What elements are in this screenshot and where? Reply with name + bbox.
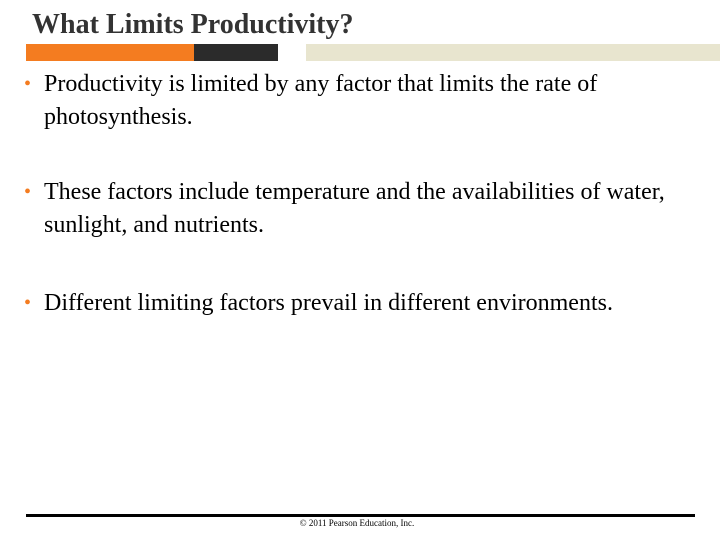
title-accent-bar-dark [194,44,278,61]
bullet-marker: • [24,73,32,95]
copyright-text: © 2011 Pearson Education, Inc. [299,518,415,528]
bullet-text: These factors include temperature and the availabilities of water, sunlight, and nutrients. [44,179,665,238]
bullet-text: Different limiting factors prevail in different environments. [44,290,613,316]
title-accent-bar-beige [306,44,720,61]
bullet-marker: • [24,181,32,203]
slide-title: What Limits Productivity? [32,9,354,40]
footer-divider [26,514,695,517]
bullet-text: Productivity is limited by any factor that limits the rate of photosynthesis. [44,71,598,130]
bullet-item [24,68,704,134]
bullet-item [24,287,704,320]
title-accent-bar-orange [26,44,194,61]
bullet-marker: • [24,292,32,314]
bullet-item [24,176,704,242]
copyright-notice [0,518,720,528]
